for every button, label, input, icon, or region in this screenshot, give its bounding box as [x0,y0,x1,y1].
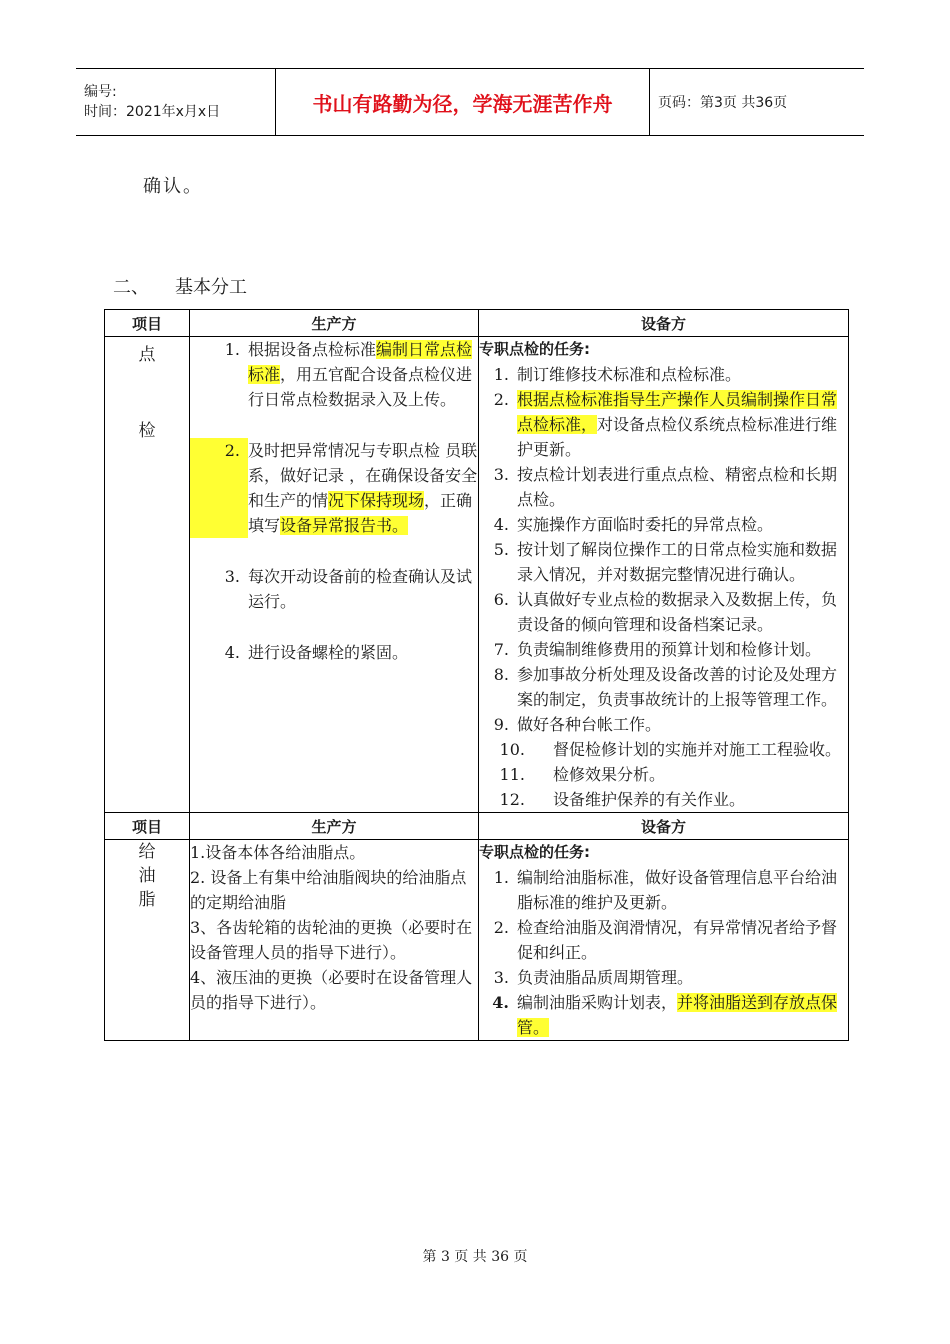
item-text [517,387,848,462]
item-number: 3. [493,465,509,484]
item-text [517,865,848,915]
intro-text: 确认。 [143,176,203,197]
col-header-production: 生产方 [190,310,479,337]
list-item [479,362,848,387]
header-slogan: 书山有路勤为径，学海无涯苦作舟 [276,69,650,135]
item-number: 3. [224,567,240,586]
item-text-part: 认真做好专业点检的数据录入及数据上传，负责设备的倾向管理和设备档案记录。 [517,590,838,634]
item-number: 2. [493,918,509,937]
item-number: 7. [493,640,509,659]
item-number: 5. [493,540,509,559]
col-header-equipment: 设备方 [479,310,849,337]
item-text-part: 对设备点检仪系统点检标准进行维护更新。 [517,415,838,459]
row-label-char: 脂 [138,890,156,910]
inspection-production-list [190,337,478,665]
list-item [479,737,848,762]
item-text [517,637,848,662]
item-number: 2. [190,438,248,538]
list-item [479,387,848,462]
col-header-item: 项目 [105,310,190,337]
item-text-part: 负责油脂品质周期管理。 [517,968,694,987]
list-item [190,337,478,412]
item-text-part: 实施操作方面临时委托的异常点检。 [517,515,774,534]
col-header-production: 生产方 [190,813,479,840]
table-row-grease [105,840,849,1041]
item-number: 12. [499,790,525,809]
item-number: 10. [499,740,525,759]
table-row-inspection [105,337,849,813]
item-text [248,337,478,412]
item-number: 6. [493,590,509,609]
item-text [517,990,848,1040]
list-item [479,965,848,990]
division-table [104,309,849,1041]
list-item [479,662,848,712]
item-text [553,737,848,762]
highlighted-text: 并将油脂送到存放点保管。 [517,993,838,1037]
highlighted-text: 编制日常点检标准 [248,340,473,384]
item-text [248,640,478,665]
item-number: 1. [224,340,240,359]
row-label-char: 检 [138,421,156,441]
item-number: 9. [493,715,509,734]
item-number: 4. [224,643,240,662]
item-text-part: 检修效果分析。 [553,765,666,784]
item-text [517,662,848,712]
item-text-part: 督促检修计划的实施并对施工工程验收。 [553,740,842,759]
list-item [479,990,848,1040]
item-text-part: 制订维修技术标准和点检标准。 [517,365,742,384]
grease-equipment-list [479,865,848,1040]
item-text [517,712,848,737]
item-number: 4. [493,515,509,534]
section-title: 基本分工 [175,277,247,298]
document-number-label: 编号: [84,84,117,100]
list-item [479,865,848,915]
list-item [190,640,478,665]
section-heading [113,273,247,299]
item-text [553,762,848,787]
list-item [479,762,848,787]
list-item [479,537,848,587]
table-header-row [105,813,849,840]
list-item [479,512,848,537]
list-item [479,712,848,737]
row-label-char: 点 [138,345,156,365]
item-text-part: 根据设备点检标准 [248,340,377,359]
section-number: 二、 [113,277,149,298]
list-item [479,915,848,965]
row-label-inspection [105,337,190,813]
equipment-tasks-heading: 专职点检的任务: [479,843,590,861]
item-text-part: 编制给油脂标准，做好设备管理信息平台给油脂标准的维护及更新。 [517,868,838,912]
item-text-part: 按点检计划表进行重点点检、精密点检和长期点检。 [517,465,838,509]
item-text-part: 检查给油脂及润滑情况，有异常情况者给予督促和纠正。 [517,918,838,962]
list-item [479,637,848,662]
item-text [517,362,848,387]
col-header-item: 项目 [105,813,190,840]
item-text-part: 及时把异常情况与专职点检 员联系，做好记录 ，在确保设备安全和生产的情 [248,441,478,510]
header-meta [76,69,276,135]
item-number: 11. [499,765,525,784]
list-item [479,462,848,512]
list-item [190,564,478,614]
list-item: 1.设备本体各给油脂点。 [190,843,366,862]
col-header-equipment: 设备方 [479,813,849,840]
page-header [76,68,864,136]
item-text-part: 编制油脂采购计划表， [517,993,678,1012]
item-text-part: 每次开动设备前的检查确认及试运行。 [248,567,473,611]
inspection-equipment-list [479,362,848,812]
page-footer: 第 3 页 共 36 页 [422,1249,528,1265]
highlighted-text: 设备异常报告书。 [280,516,409,535]
inspection-equipment-cell [479,337,849,813]
item-text [517,462,848,512]
list-item [479,587,848,637]
item-text-part: ，用五官配合设备点检仪进行日常点检数据录入及上传。 [248,365,473,409]
item-number: 1. [493,365,509,384]
row-label-char: 给 [138,842,156,862]
item-number: 8. [493,665,509,684]
item-text [517,512,848,537]
item-text [517,537,848,587]
item-number: 4. [492,993,509,1012]
item-text-part: 做好各种台帐工作。 [517,715,662,734]
list-item [479,787,848,812]
inspection-production-cell [190,337,479,813]
item-text [553,787,848,812]
highlighted-text: 根据点检标准指导生产操作人员编制操作日常点检标准， [517,390,838,434]
list-item [190,438,478,538]
item-number: 3. [493,968,509,987]
item-text [517,915,848,965]
item-number: 1. [493,868,509,887]
item-text-part: 进行设备螺栓的紧固。 [248,643,409,662]
item-text [517,587,848,637]
item-text-part: ，正确填写 [248,491,473,535]
item-text-part: 设备维护保养的有关作业。 [553,790,746,809]
document-time-label: 时间：2021年x月x日 [84,104,221,120]
list-item: 2. 设备上有集中给油脂阀块的给油脂点的定期给油脂 [190,868,467,912]
item-number: 2. [493,390,509,409]
item-text-part: 按计划了解岗位操作工的日常点检实施和数据录入情况，并对数据完整情况进行确认。 [517,540,838,584]
item-text [248,438,478,538]
row-label-grease [105,840,190,1041]
grease-equipment-cell [479,840,849,1041]
table-header-row [105,310,849,337]
grease-production-cell [190,840,479,1041]
header-page-label: 页码：第3页 共36页 [658,95,788,111]
equipment-tasks-heading: 专职点检的任务: [479,340,590,358]
item-text-part: 参加事故分析处理及设备改善的讨论及处理方案的制定，负责事故统计的上报等管理工作。 [517,665,838,709]
item-text [517,965,848,990]
highlighted-text: 况下保持现场 [328,491,425,510]
item-text [248,564,478,614]
list-item: 3、各齿轮箱的齿轮油的更换（必要时在设备管理人员的指导下进行）。 [190,918,473,962]
item-text-part: 负责编制维修费用的预算计划和检修计划。 [517,640,822,659]
row-label-char: 油 [138,866,156,886]
list-item: 4、液压油的更换（必要时在设备管理人员的指导下进行）。 [190,968,473,1012]
